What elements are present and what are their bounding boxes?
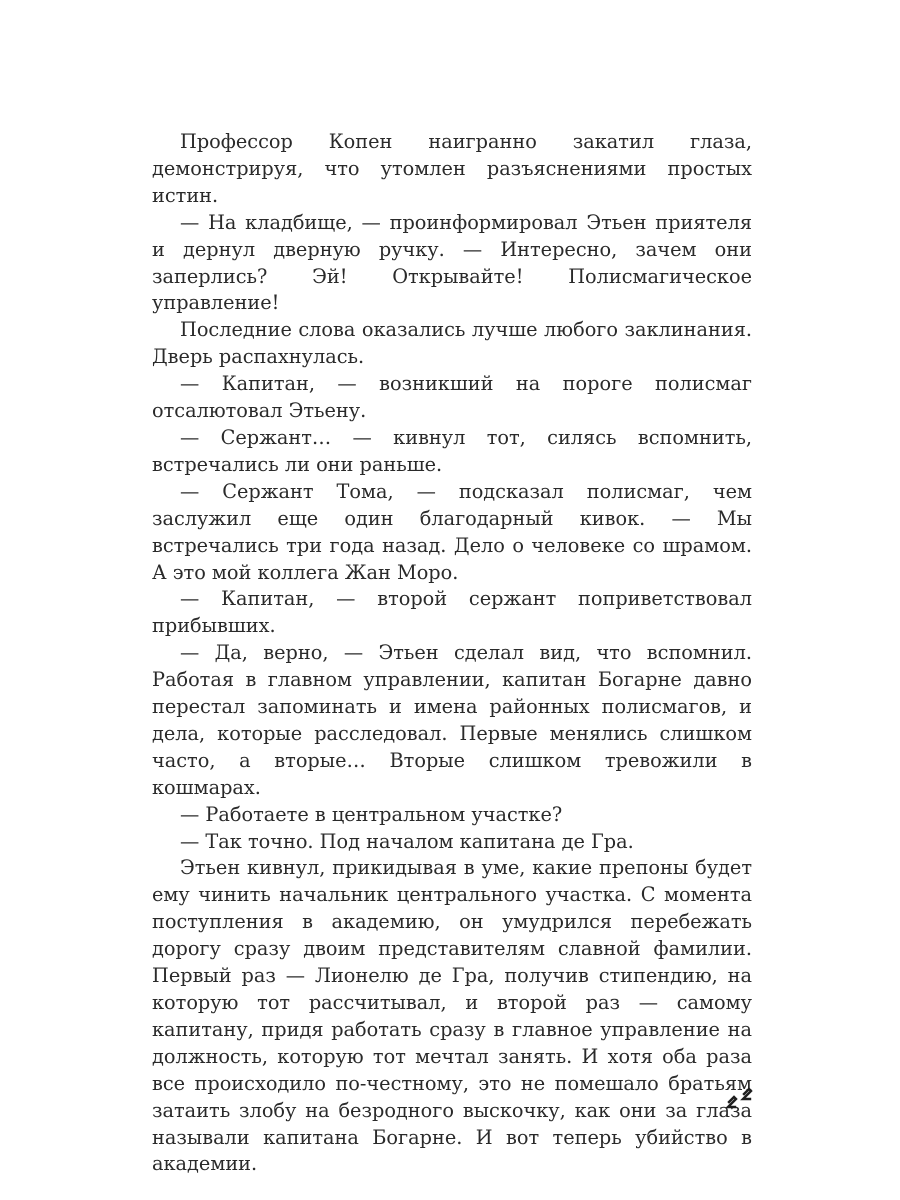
page-number-stylized-glyph bbox=[722, 1080, 758, 1116]
paragraph: — На кладбище, — проинформировал Этьен приятеля и дернул дверную ручку. — Интересно, зачем они заперлись? Эй! Открывайте! Полисмагическое управление! bbox=[152, 210, 752, 315]
paragraph: — Да, верно, — Этьен сделал вид, что вспомнил. Работая в главном управлении, капитан Богарне давно перестал запоминать и имена районных полисмагов, и дела, которые расследовал. Первые менялись слишком часто, а вторые… Вторые слишком тревожили в кошмарах. bbox=[152, 641, 752, 799]
paragraph: — Сержант Тома, — подсказал полисмаг, чем заслужил еще один благодарный кивок. — Мы встречались три года назад. Дело о человеке со шрамом. А это мой коллега Жан Моро. bbox=[152, 479, 752, 584]
paragraph: — Так точно. Под началом капитана де Гра. bbox=[180, 829, 634, 853]
paragraph: Профессор Копен наигранно закатил глаза, демонстрируя, что утомлен разъяснениями простых истин. bbox=[152, 130, 752, 207]
paragraph: — Сержант… — кивнул тот, силясь вспомнить, встречались ли они раньше. bbox=[152, 425, 752, 476]
paragraph: — Капитан, — возникший на пороге полисмаг отсалютовал Этьену. bbox=[152, 372, 752, 423]
page-number bbox=[722, 1080, 758, 1116]
paragraph: — Капитан, — второй сержант поприветствовал прибывших. bbox=[152, 587, 752, 638]
paragraph: Этьен кивнул, прикидывая в уме, какие препоны будет ему чинить начальник центрального участка. С момента поступления в академию, он умудрился перебежать дорогу сразу двоим представителям славной фамилии. Первый раз — Лионелю де Гра, получив стипендию, на которую тот рассчитывал, и второй раз — самому капитану, придя работать сразу в главное управление на должность, которую тот мечтал занять. И хотя оба раза все происходило по-честному, это не помешало братьям затаить злобу на безродного выскочку, как они за глаза называли капитана Богарне. И вот теперь убийство в академии. bbox=[152, 856, 752, 1176]
body-text bbox=[152, 129, 752, 1178]
paragraph: Последние слова оказались лучше любого заклинания. Дверь распахнулась. bbox=[152, 318, 752, 369]
paragraph: — Работаете в центральном участке? bbox=[180, 802, 563, 826]
